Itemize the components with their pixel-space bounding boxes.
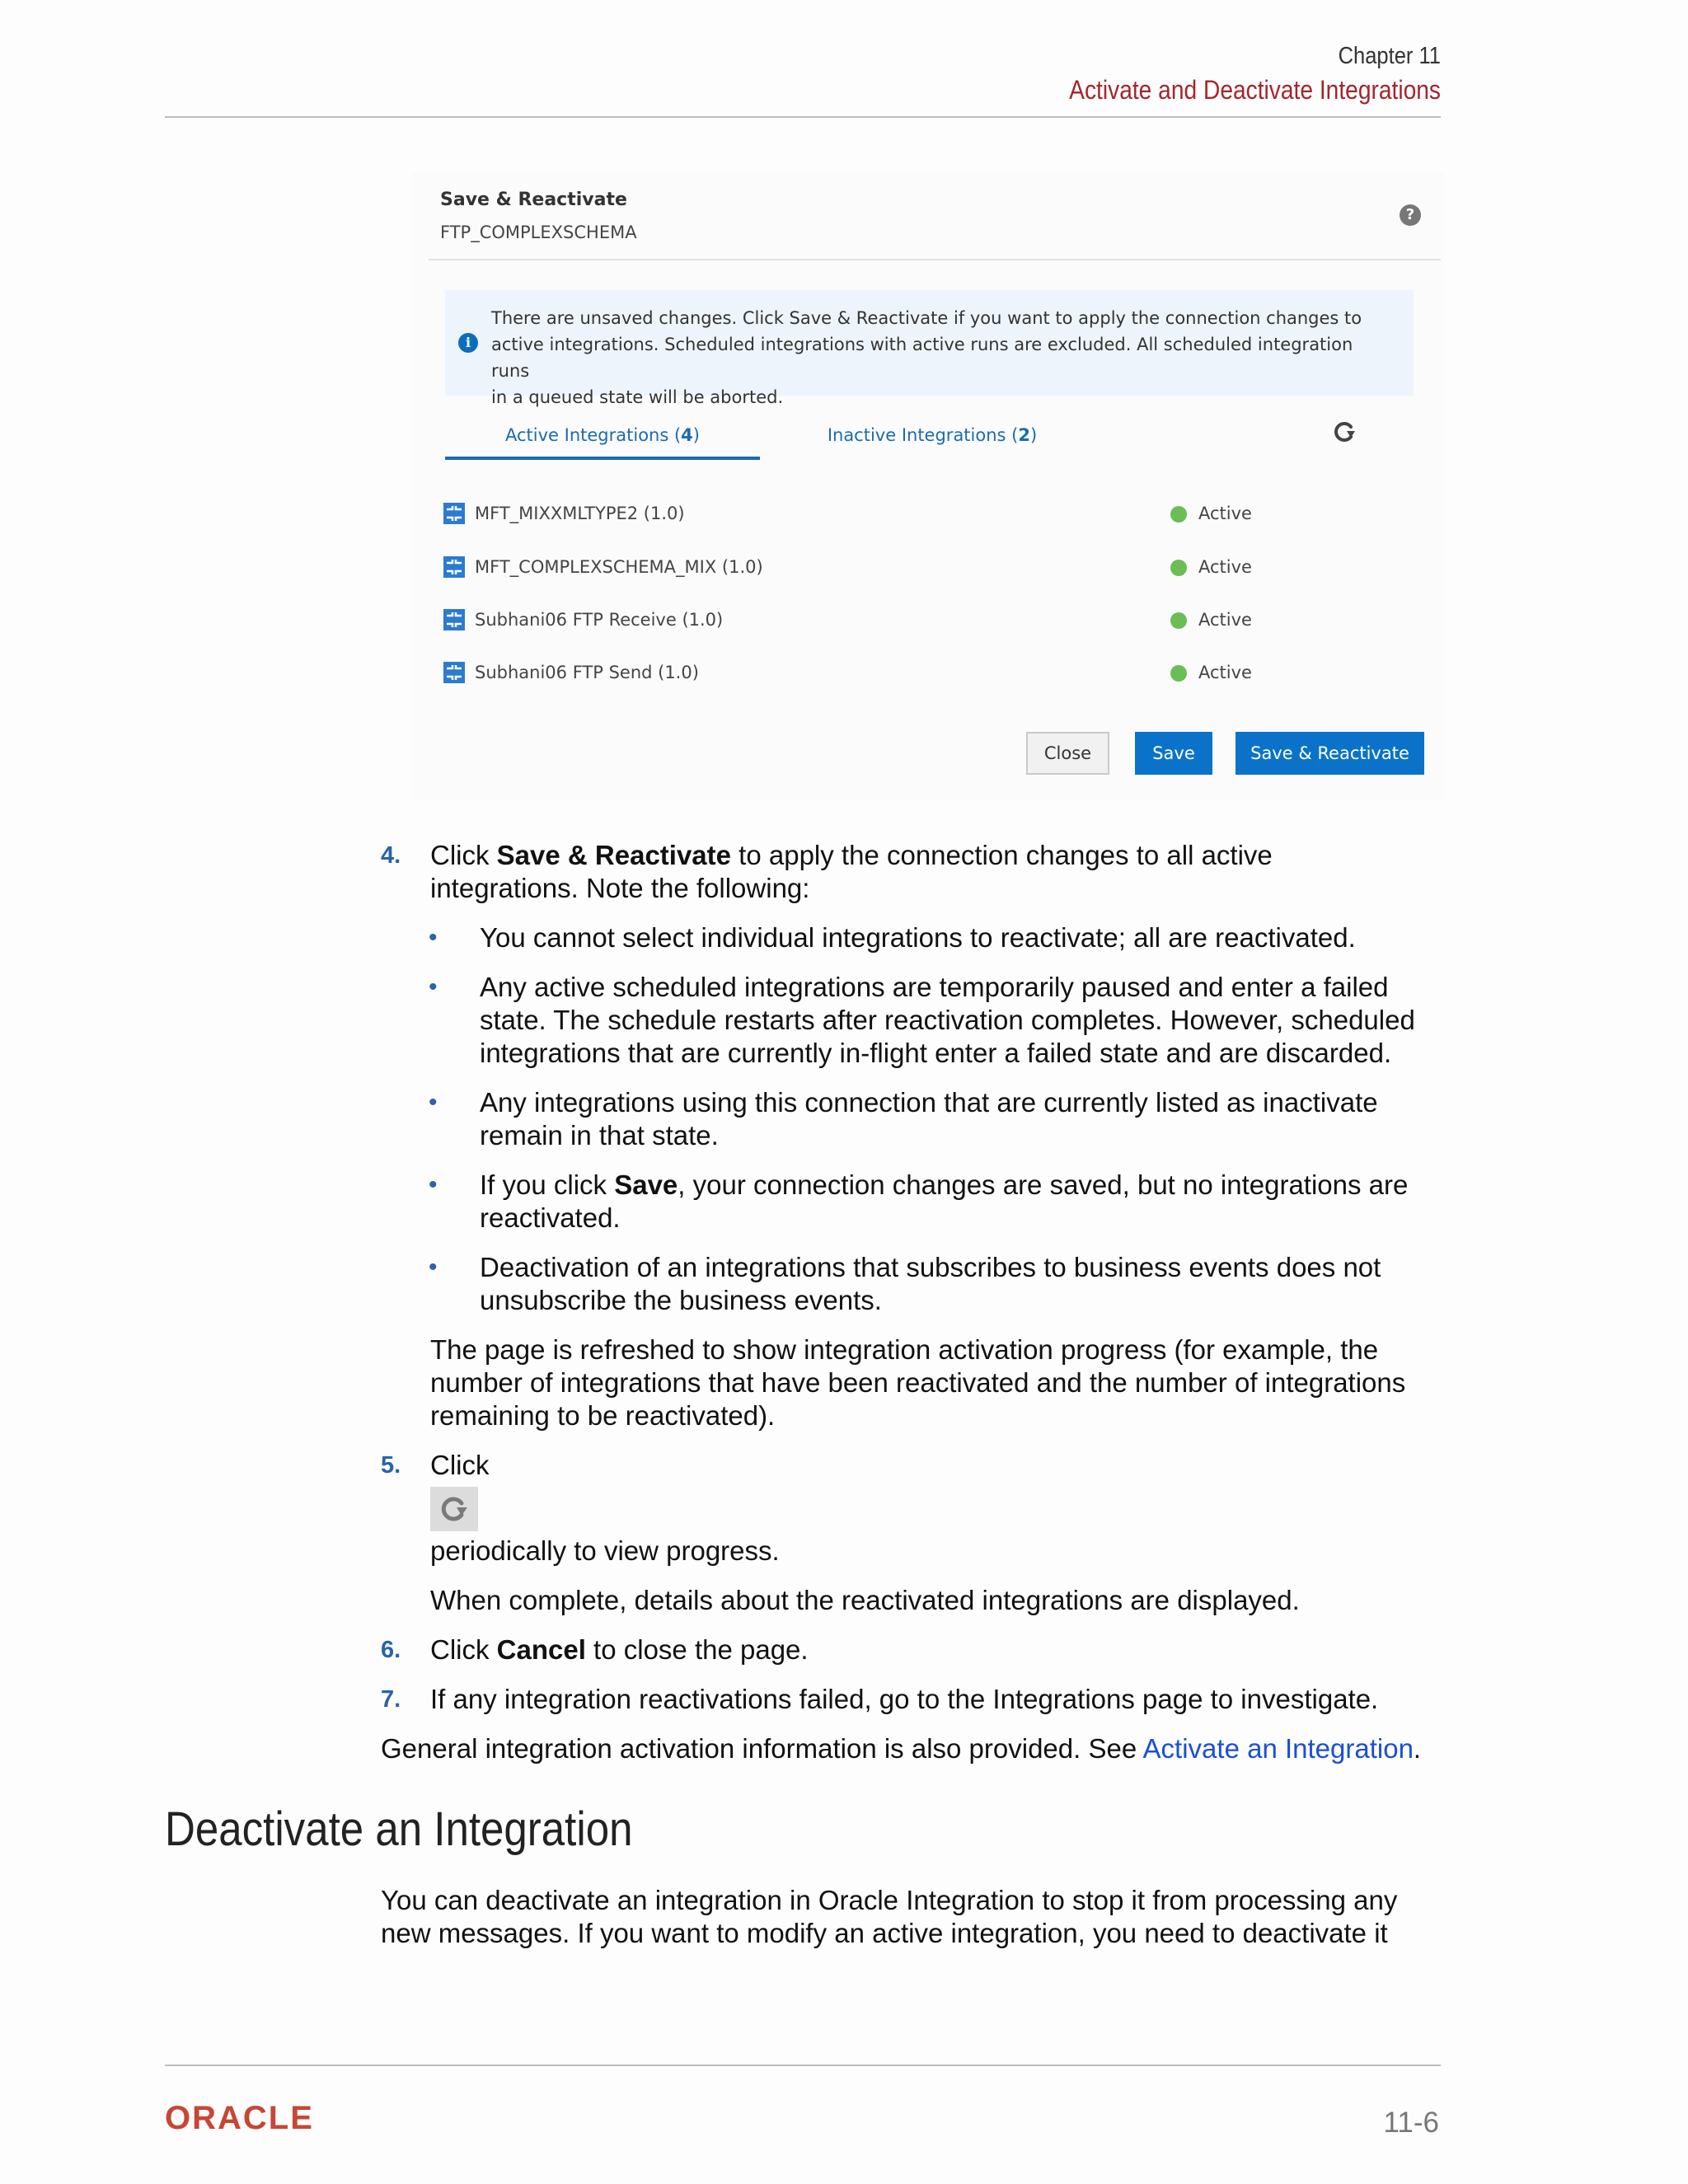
bullet-line: reactivated.	[480, 1202, 621, 1233]
dialog-divider	[429, 259, 1441, 260]
tab-paren: )	[1029, 425, 1038, 445]
dialog-subtitle: FTP_COMPLEXSCHEMA	[440, 223, 637, 242]
bullet-line: state. The schedule restarts after reactivation completes. However, scheduled	[480, 1005, 1415, 1035]
bullet-line: Any integrations using this connection that are currently listed as inactivate	[480, 1087, 1378, 1118]
bullet-text	[480, 1169, 1452, 1235]
para-line: new messages. If you want to modify an active integration, you need to deactivate it	[381, 1918, 1388, 1948]
text-run: Click	[430, 840, 497, 870]
integration-row[interactable]	[443, 607, 1391, 635]
step-number: 5.	[381, 1452, 401, 1479]
tab-count: 2	[1018, 425, 1030, 445]
text-run: to apply the connection changes to all active	[731, 840, 1273, 870]
page-number: 11-6	[1383, 2107, 1439, 2139]
save-reactivate-button[interactable]: Save & Reactivate	[1236, 732, 1424, 775]
integration-status: Active	[1198, 610, 1252, 630]
integration-name: Subhani06 FTP Receive (1.0)	[475, 610, 724, 630]
tab-inactive-integrations[interactable]	[775, 425, 1090, 445]
step-5-complete: When complete, details about the reactivated integrations are displayed.	[430, 1585, 1300, 1615]
step-text	[430, 1633, 1444, 1666]
status-dot-icon	[1170, 665, 1187, 682]
step-line: integrations. Note the following:	[430, 873, 810, 903]
logo-text: ORACLE	[165, 2103, 314, 2133]
bullet-line: unsubscribe the business events.	[480, 1285, 882, 1315]
text-run: .	[1413, 1733, 1422, 1764]
bold-term: Save	[614, 1169, 678, 1200]
info-banner	[445, 290, 1414, 407]
bullet-line: integrations that are currently in-flight enter a failed state and are discarded.	[480, 1038, 1392, 1068]
step-text	[430, 839, 1444, 905]
refresh-paragraph	[430, 1333, 1452, 1432]
status-dot-icon	[1170, 560, 1187, 576]
integration-name: Subhani06 FTP Send (1.0)	[475, 663, 699, 682]
bullet-line	[480, 1169, 1452, 1202]
step-number: 6.	[381, 1637, 401, 1663]
help-icon[interactable]: ?	[1400, 204, 1421, 226]
integration-icon	[443, 609, 465, 630]
chapter-label: Chapter 11	[1338, 43, 1441, 69]
text-run: General integration activation information is also provided. See	[381, 1733, 1143, 1764]
para-line: You can deactivate an integration in Oracle Integration to stop it from processing any	[381, 1885, 1398, 1915]
close-button[interactable]: Close	[1026, 732, 1109, 775]
step-text: If any integration reactivations failed, go to the Integrations page to investigate.	[430, 1684, 1379, 1714]
bullet-line: You cannot select individual integrations to reactivate; all are reactivated.	[480, 922, 1356, 953]
info-icon: i	[458, 333, 478, 353]
bullet-line: Deactivation of an integrations that subscribes to business events does not	[480, 1252, 1381, 1282]
save-reactivate-dialog	[412, 173, 1444, 799]
bullet-text	[480, 971, 1452, 1070]
step-number: 4.	[381, 842, 401, 869]
integration-status: Active	[1198, 504, 1252, 523]
text-run: If you click	[480, 1169, 615, 1200]
info-line: in a queued state will be aborted.	[491, 387, 784, 407]
bullet-line: Any active scheduled integrations are temporarily paused and enter a failed	[480, 972, 1389, 1002]
general-info	[381, 1732, 1452, 1765]
bullet-dot: •	[429, 1171, 438, 1198]
refresh-button-image	[430, 1487, 478, 1531]
integration-row[interactable]	[443, 660, 1391, 688]
bullet-dot: •	[429, 1089, 438, 1116]
integration-name: MFT_MIXXMLTYPE2 (1.0)	[475, 504, 685, 523]
bullet-dot: •	[429, 924, 438, 951]
step-5-continuation: periodically to view progress.	[430, 1535, 780, 1566]
step-text: Click	[430, 1450, 490, 1480]
bullet-text	[480, 1086, 1452, 1152]
text-run: Click	[430, 1634, 497, 1665]
info-text	[491, 305, 1381, 410]
bullet-line: remain in that state.	[480, 1120, 719, 1151]
running-header	[699, 43, 1441, 105]
integration-status: Active	[1198, 557, 1252, 577]
refresh-icon[interactable]	[1329, 417, 1358, 447]
oracle-logo	[165, 2103, 354, 2133]
footer-rule	[165, 2064, 1441, 2066]
integration-icon	[443, 556, 465, 578]
text-run: , your connection changes are saved, but no integrations are	[678, 1169, 1409, 1200]
status-dot-icon	[1170, 506, 1187, 523]
section-paragraph	[381, 1884, 1452, 1950]
para-line: remaining to be reactivated).	[430, 1400, 776, 1431]
integration-status: Active	[1198, 663, 1252, 682]
step-number: 7.	[381, 1686, 401, 1713]
section-label: Activate and Deactivate Integrations	[1069, 75, 1441, 105]
header-rule	[165, 116, 1441, 118]
para-line: The page is refreshed to show integration activation progress (for example, the	[430, 1334, 1379, 1365]
save-button[interactable]: Save	[1135, 732, 1212, 775]
active-tab-indicator	[445, 457, 760, 460]
info-line: There are unsaved changes. Click Save & Reactivate if you want to apply the connection changes to	[491, 308, 1362, 328]
bullet-dot: •	[429, 973, 438, 1001]
section-heading: Deactivate an Integration	[165, 1802, 633, 1856]
integration-icon	[443, 662, 465, 683]
integration-row[interactable]	[443, 501, 1391, 529]
integration-icon	[443, 503, 465, 524]
tab-label: Inactive Integrations (	[827, 425, 1019, 445]
refresh-icon	[430, 1487, 478, 1531]
bullet-text	[480, 1251, 1452, 1317]
tab-active-integrations[interactable]	[445, 425, 760, 445]
dialog-title: Save & Reactivate	[440, 190, 627, 210]
bold-term: Cancel	[496, 1634, 586, 1665]
integration-name: MFT_COMPLEXSCHEMA_MIX (1.0)	[475, 557, 763, 577]
bold-term: Save & Reactivate	[496, 840, 732, 870]
activate-integration-link[interactable]: Activate an Integration	[1142, 1733, 1414, 1764]
tab-count: 4	[681, 425, 693, 445]
tab-label: Active Integrations (	[505, 425, 682, 445]
status-dot-icon	[1170, 612, 1187, 629]
para-line: number of integrations that have been reactivated and the number of integrations	[430, 1367, 1406, 1398]
integration-row[interactable]	[443, 555, 1391, 583]
text-run: to close the page.	[585, 1634, 809, 1665]
tab-paren: )	[692, 425, 700, 445]
info-line: active integrations. Scheduled integrations with active runs are excluded. All scheduled integration runs	[491, 335, 1353, 381]
bullet-dot: •	[429, 1254, 438, 1281]
step-line	[430, 839, 1444, 872]
